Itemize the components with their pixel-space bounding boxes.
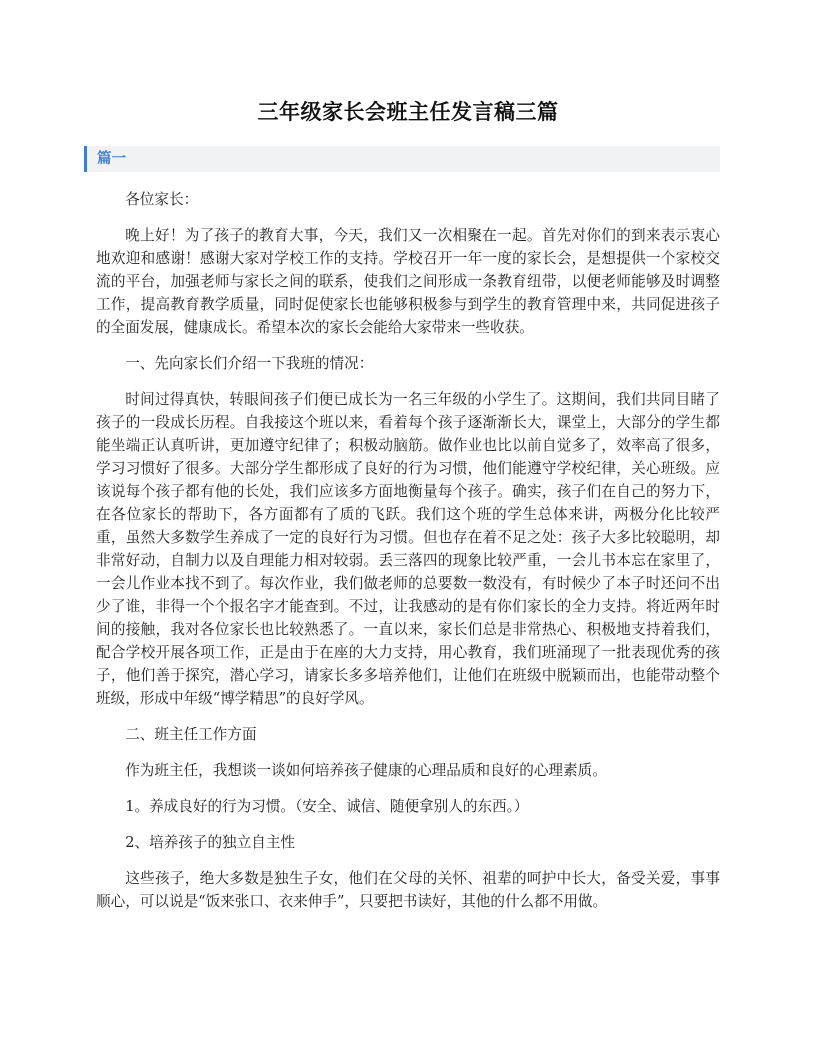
- heading-teacher-work: 二、班主任工作方面: [125, 726, 257, 743]
- document-body: [96, 188, 720, 913]
- opening-paragraph: 晚上好！为了孩子的教育大事，今天，我们又一次相聚在一起。首先对你们的到来表示衷心地欢迎和感谢！感谢大家对学校工作的支持。学校召开一年一度的家长会，是想提供一个家校交流的平台，加强老师与家长之间的联系，使我们之间形成一条教育纽带，以便老师能够及时调整工作，提高教育教学质量，同时促使家长也能够积极参与到学生的教育管理中来，共同促进孩子的全面发展，健康成长。希望本次的家长会能给大家带来一些收获。: [96, 227, 720, 336]
- greeting-paragraph: 各位家长：: [125, 191, 199, 208]
- list-item-habits: 1。养成良好的行为习惯。（安全、诚信、随便拿别人的东西。）: [125, 798, 529, 815]
- document-title: 三年级家长会班主任发言稿三篇: [257, 100, 559, 124]
- class-situation-paragraph: 时间过得真快，转眼间孩子们便已成长为一名三年级的小学生了。这期间，我们共同目睹了孩子的一段成长历程。自我接这个班以来，看着每个孩子逐渐渐长大，课堂上，大部分的学生都能坐端正认真听讲，更加遵守纪律了；积极动脑筋。做作业也比以前自觉多了，效率高了很多，学习习惯好了很多。大部分学生都形成了良好的行为习惯，他们能遵守学校纪律，关心班级。应该说每个孩子都有他的长处，我们应该多方面地衡量每个孩子。确实，孩子们在自己的努力下，在各位家长的帮助下，各方面都有了质的飞跃。我们这个班的学生总体来讲，两极分化比较严重，虽然大多数学生养成了一定的良好行为习惯。但也存在着不足之处：孩子大多比较聪明，却非常好动，自制力以及自理能力相对较弱。丢三落四的现象比较严重，一会儿书本忘在家里了，一会儿作业本找不到了。每次作业，我们做老师的总要数一数没有，有时候少了本子时还问不出少了谁，非得一个个报名字才能查到。不过，让我感动的是有你们家长的全力支持。将近两年时间的接触，我对各位家长也比较熟悉了。一直以来，家长们总是非常热心、积极地支持着我们，配合学校开展各项工作，正是由于在座的大力支持，用心教育，我们班涌现了一批表现优秀的孩子，他们善于探究，潜心学习，请家长多多培养他们，让他们在班级中脱颖而出，也能带动整个班级，形成中年级“博学精思”的良好学风。: [96, 391, 720, 707]
- teacher-work-intro-paragraph: 作为班主任，我想谈一谈如何培养孩子健康的心理品质和良好的心理素质。: [125, 762, 607, 779]
- heading-class-situation: 一、先向家长们介绍一下我班的情况：: [125, 355, 374, 372]
- independence-paragraph: 这些孩子，绝大多数是独生子女，他们在父母的关怀、祖辈的呵护中长大，备受关爱，事事顺心，可以说是“饭来张口、衣来伸手”，只要把书读好，其他的什么都不用做。: [96, 870, 720, 910]
- document-page: [96, 0, 720, 926]
- list-item-independence: 2、培养孩子的独立自主性: [125, 834, 296, 851]
- section-label: 篇一: [97, 151, 126, 167]
- section-header: [84, 146, 720, 172]
